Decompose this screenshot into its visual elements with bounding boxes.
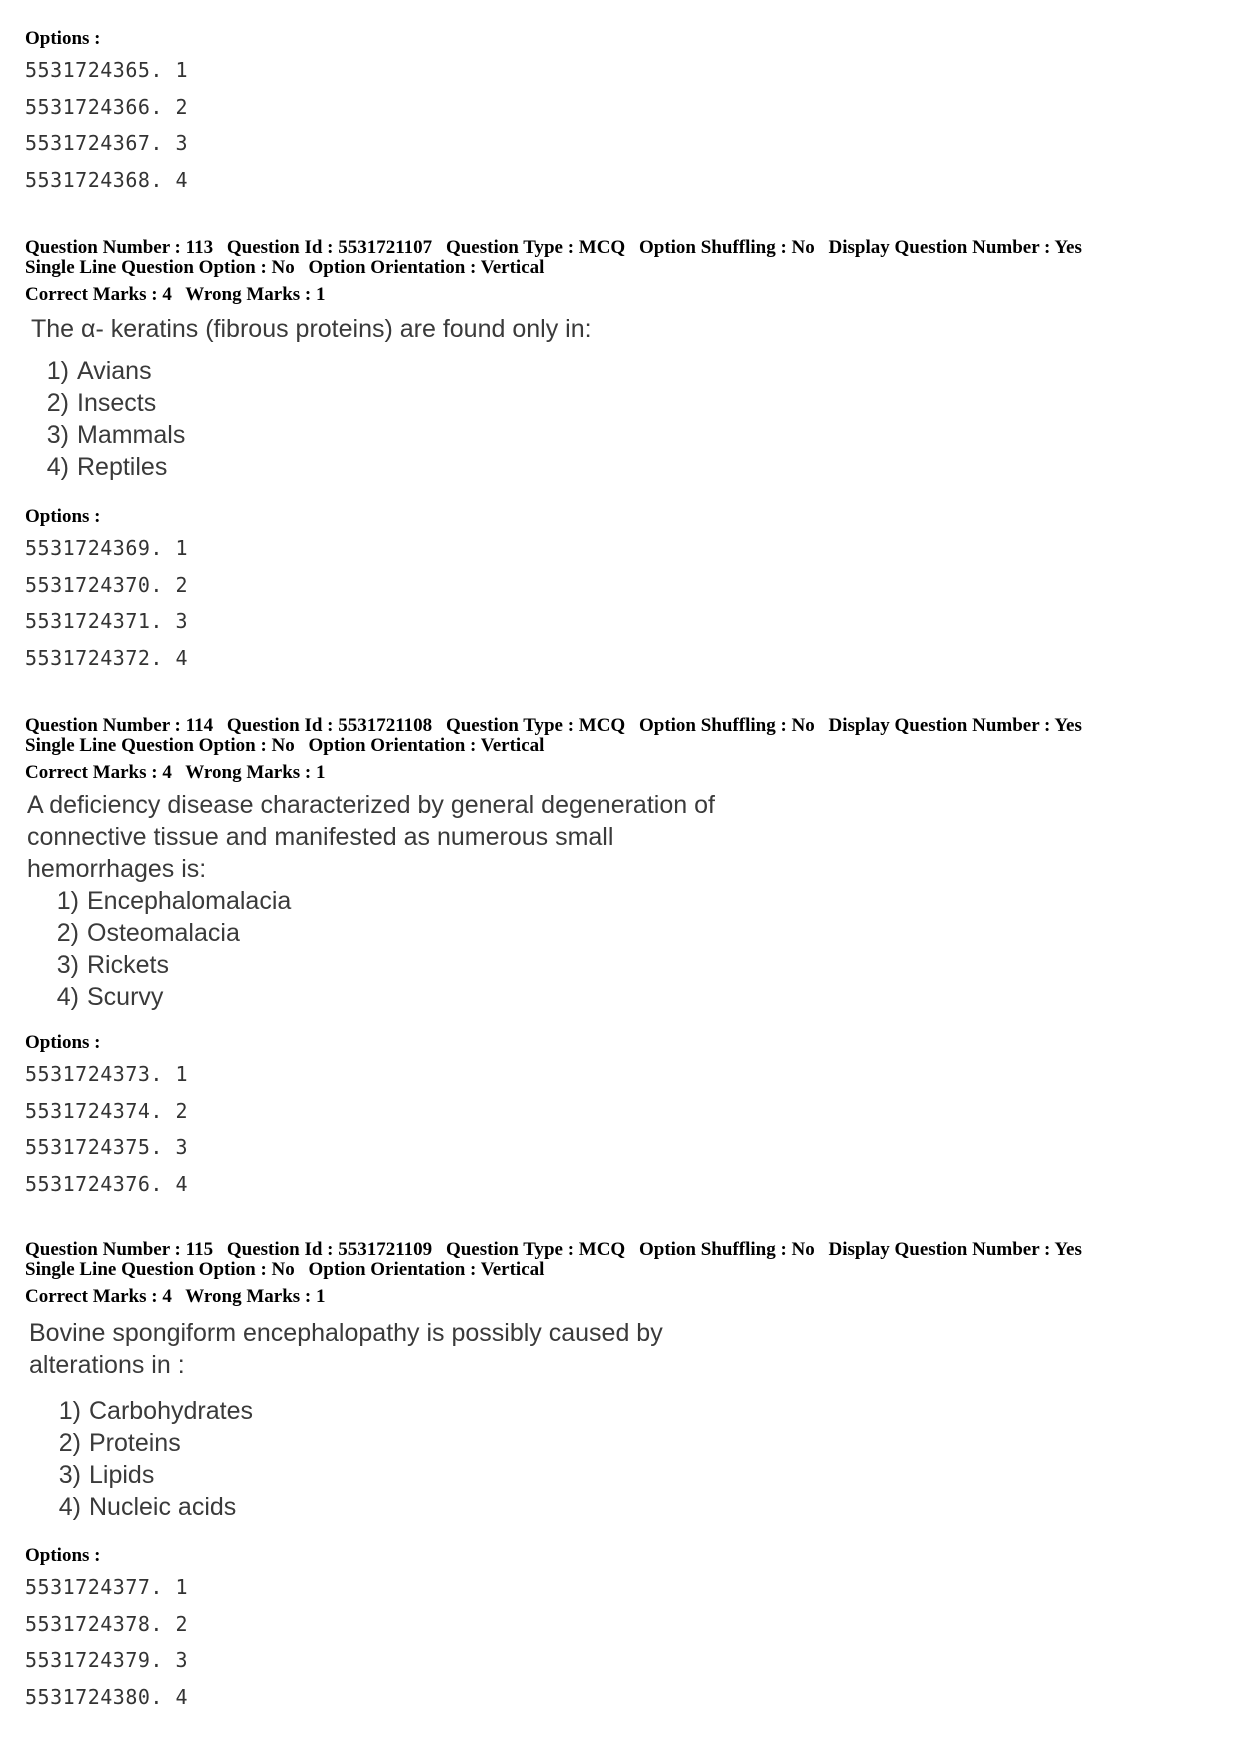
question-id: Question Id : 5531721109 xyxy=(226,1239,433,1260)
wrong-marks: Wrong Marks : 1 xyxy=(185,1286,326,1307)
question-number: Question Number : 113 xyxy=(25,237,214,258)
choice-number: 2) xyxy=(46,389,69,417)
choice-number: 3) xyxy=(46,421,69,449)
choice-text: Mammals xyxy=(77,421,186,449)
option-id: 5531724376. 4 xyxy=(25,1171,189,1196)
options-list xyxy=(25,536,1215,682)
question-type: Question Type : MCQ xyxy=(445,715,626,736)
option-id: 5531724373. 1 xyxy=(25,1062,189,1086)
option-id: 5531724379. 3 xyxy=(25,1648,189,1672)
options-heading: Options : xyxy=(25,506,101,527)
question-id: Question Id : 5531721107 xyxy=(226,237,433,258)
choice-text: Carbohydrates xyxy=(89,1397,253,1425)
option-orientation: Option Orientation : Vertical xyxy=(308,735,545,756)
choice-text: Reptiles xyxy=(77,453,168,481)
question-stem: The α- keratins (fibrous proteins) are found only in: xyxy=(31,315,592,343)
question-stem-line: connective tissue and manifested as numerous small xyxy=(27,823,614,851)
choices-list xyxy=(25,885,1215,1013)
question-meta-line2 xyxy=(25,258,1215,278)
option-id: 5531724367. 3 xyxy=(25,131,189,155)
choice-number: 2) xyxy=(58,1429,81,1457)
question-stem-line: Bovine spongiform encephalopathy is possibly caused by xyxy=(29,1319,663,1347)
choice-number: 4) xyxy=(56,983,79,1011)
top-options-section xyxy=(25,28,1215,204)
option-orientation: Option Orientation : Vertical xyxy=(308,257,545,278)
choice-text: Rickets xyxy=(87,951,169,979)
question-meta-line1 xyxy=(25,238,1215,258)
question-stem-line: alterations in : xyxy=(29,1351,185,1379)
question-stem-line: hemorrhages is: xyxy=(27,855,207,883)
options-section xyxy=(25,506,1215,682)
correct-marks: Correct Marks : 4 xyxy=(25,284,172,305)
choice-number: 4) xyxy=(46,453,69,481)
choice-item xyxy=(43,949,1215,981)
display-question-number: Display Question Number : Yes xyxy=(828,715,1082,736)
choice-number: 3) xyxy=(56,951,79,979)
option-id: 5531724378. 2 xyxy=(25,1611,189,1636)
choice-item xyxy=(45,1427,1215,1459)
choices-list xyxy=(25,1395,1215,1523)
choice-text: Avians xyxy=(77,357,152,385)
question-image xyxy=(25,1317,1215,1523)
choice-text: Osteomalacia xyxy=(87,919,240,947)
choice-item xyxy=(45,1459,1215,1491)
marks-line xyxy=(25,285,1215,305)
options-section xyxy=(25,1545,1215,1721)
options-heading: Options : xyxy=(25,28,101,49)
question-meta-line2 xyxy=(25,1260,1215,1280)
choice-text: Nucleic acids xyxy=(89,1493,237,1521)
options-list xyxy=(25,1575,1215,1721)
option-id: 5531724371. 3 xyxy=(25,609,189,633)
choice-number: 1) xyxy=(56,887,79,915)
options-list xyxy=(25,58,1215,204)
choice-item xyxy=(33,451,1215,483)
choice-item xyxy=(45,1491,1215,1523)
question-number: Question Number : 115 xyxy=(25,1239,214,1260)
question-meta-line2 xyxy=(25,736,1215,756)
options-section xyxy=(25,1032,1215,1208)
marks-line xyxy=(25,1287,1215,1307)
correct-marks: Correct Marks : 4 xyxy=(25,1286,172,1307)
question-image xyxy=(25,789,1215,1013)
choice-text: Scurvy xyxy=(87,983,164,1011)
choices-list xyxy=(25,355,1215,483)
option-id: 5531724380. 4 xyxy=(25,1684,189,1709)
choice-item xyxy=(33,387,1215,419)
question-meta-line1 xyxy=(25,1240,1215,1260)
single-line-option: Single Line Question Option : No xyxy=(25,257,295,278)
wrong-marks: Wrong Marks : 1 xyxy=(185,284,326,305)
display-question-number: Display Question Number : Yes xyxy=(828,1239,1082,1260)
choice-text: Encephalomalacia xyxy=(87,887,292,915)
choice-number: 3) xyxy=(58,1461,81,1489)
option-shuffling: Option Shuffling : No xyxy=(638,715,815,736)
question-number: Question Number : 114 xyxy=(25,715,214,736)
single-line-option: Single Line Question Option : No xyxy=(25,735,295,756)
options-heading: Options : xyxy=(25,1545,101,1566)
option-id: 5531724366. 2 xyxy=(25,94,189,119)
option-shuffling: Option Shuffling : No xyxy=(638,1239,815,1260)
choice-item xyxy=(45,1395,1215,1427)
option-shuffling: Option Shuffling : No xyxy=(638,237,815,258)
question-block xyxy=(25,716,1215,1013)
choice-item xyxy=(33,355,1215,387)
option-id: 5531724365. 1 xyxy=(25,58,189,82)
display-question-number: Display Question Number : Yes xyxy=(828,237,1082,258)
question-type: Question Type : MCQ xyxy=(445,1239,626,1260)
question-id: Question Id : 5531721108 xyxy=(226,715,433,736)
wrong-marks: Wrong Marks : 1 xyxy=(185,762,326,783)
question-meta-line1 xyxy=(25,716,1215,736)
choice-number: 1) xyxy=(46,357,69,385)
option-orientation: Option Orientation : Vertical xyxy=(308,1259,545,1280)
question-stem-line: A deficiency disease characterized by general degeneration of xyxy=(27,791,715,819)
choice-text: Insects xyxy=(77,389,157,417)
choice-item xyxy=(43,917,1215,949)
choice-text: Lipids xyxy=(89,1461,155,1489)
correct-marks: Correct Marks : 4 xyxy=(25,762,172,783)
option-id: 5531724375. 3 xyxy=(25,1135,189,1159)
choice-item xyxy=(43,885,1215,917)
question-block xyxy=(25,1240,1215,1523)
choice-text: Proteins xyxy=(89,1429,181,1457)
option-id: 5531724377. 1 xyxy=(25,1575,189,1599)
question-type: Question Type : MCQ xyxy=(445,237,626,258)
choice-number: 2) xyxy=(56,919,79,947)
option-id: 5531724368. 4 xyxy=(25,167,189,192)
options-heading: Options : xyxy=(25,1032,101,1053)
choice-number: 4) xyxy=(58,1493,81,1521)
option-id: 5531724372. 4 xyxy=(25,645,189,670)
single-line-option: Single Line Question Option : No xyxy=(25,1259,295,1280)
option-id: 5531724374. 2 xyxy=(25,1098,189,1123)
choice-item xyxy=(33,419,1215,451)
option-id: 5531724370. 2 xyxy=(25,572,189,597)
choice-number: 1) xyxy=(58,1397,81,1425)
option-id: 5531724369. 1 xyxy=(25,536,189,560)
question-image xyxy=(25,313,1215,483)
choice-item xyxy=(43,981,1215,1013)
marks-line xyxy=(25,763,1215,783)
question-block xyxy=(25,238,1215,483)
options-list xyxy=(25,1062,1215,1208)
